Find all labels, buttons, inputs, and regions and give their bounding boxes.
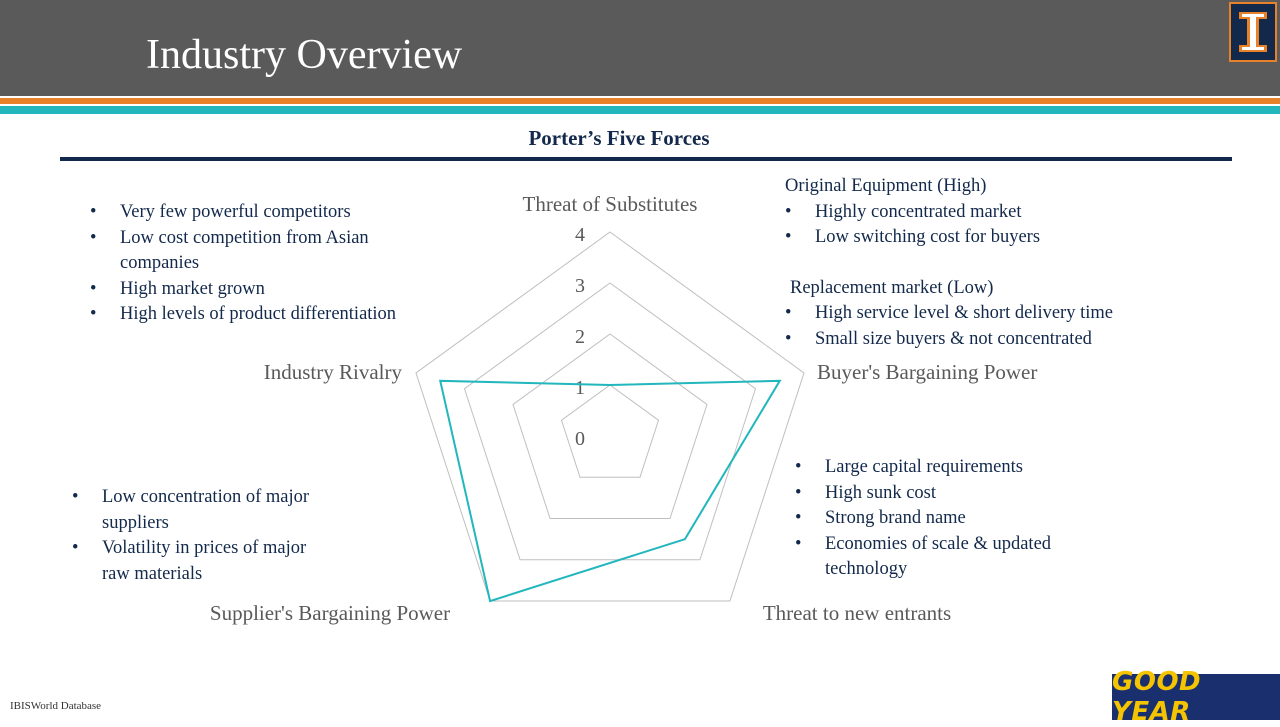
tick-label: 3 <box>575 275 585 297</box>
brand-logo-text: GOOD YEAR <box>1112 667 1202 727</box>
tick-label: 4 <box>575 224 585 246</box>
list-item: • Very few powerful competitors <box>90 200 490 226</box>
category-label: Buyer's Bargaining Power <box>817 360 1038 384</box>
tick-label: 0 <box>575 428 585 450</box>
section-subtitle: Porter’s Five Forces <box>528 126 710 150</box>
list-item: • High market grown <box>90 277 490 303</box>
oe-heading: Original Equipment (High) <box>785 176 987 196</box>
list-item: • Low cost competition from Asian companies <box>90 226 440 277</box>
series-line <box>440 381 780 601</box>
tick-label: 1 <box>575 377 585 399</box>
category-label: Industry Rivalry <box>263 360 402 384</box>
list-item: • Economies of scale & updated technology <box>795 532 1125 583</box>
list-item: • Highly concentrated market <box>785 200 1245 226</box>
source-note: IBISWorld Database <box>10 700 102 712</box>
list-item: • Low concentration of major suppliers <box>72 485 312 536</box>
list-item: • Volatility in prices of major raw materials <box>72 536 312 587</box>
list-item: • High service level & short delivery time <box>785 301 1245 327</box>
supplier-notes <box>72 485 312 587</box>
goodyear-logo-icon <box>1112 667 1280 727</box>
radar-grid-ring <box>513 334 707 519</box>
buyer-notes <box>785 174 1245 352</box>
list-item: • Small size buyers & not concentrated <box>785 327 1245 353</box>
tick-label: 2 <box>575 326 585 348</box>
entrants-notes <box>795 455 1125 583</box>
category-label: Threat of Substitutes <box>522 192 698 216</box>
list-item: • Large capital requirements <box>795 455 1125 481</box>
rm-heading: Replacement market (Low) <box>790 277 994 298</box>
list-item: • Strong brand name <box>795 506 1125 532</box>
page-title: Industry Overview <box>146 32 463 78</box>
category-label: Threat to new entrants <box>762 601 952 625</box>
list-item: • High levels of product differentiation <box>90 302 490 328</box>
rivalry-notes <box>90 200 490 328</box>
list-item: • High sunk cost <box>795 481 1125 507</box>
category-label: Supplier's Bargaining Power <box>209 601 451 625</box>
list-item: • Low switching cost for buyers <box>785 225 1245 251</box>
